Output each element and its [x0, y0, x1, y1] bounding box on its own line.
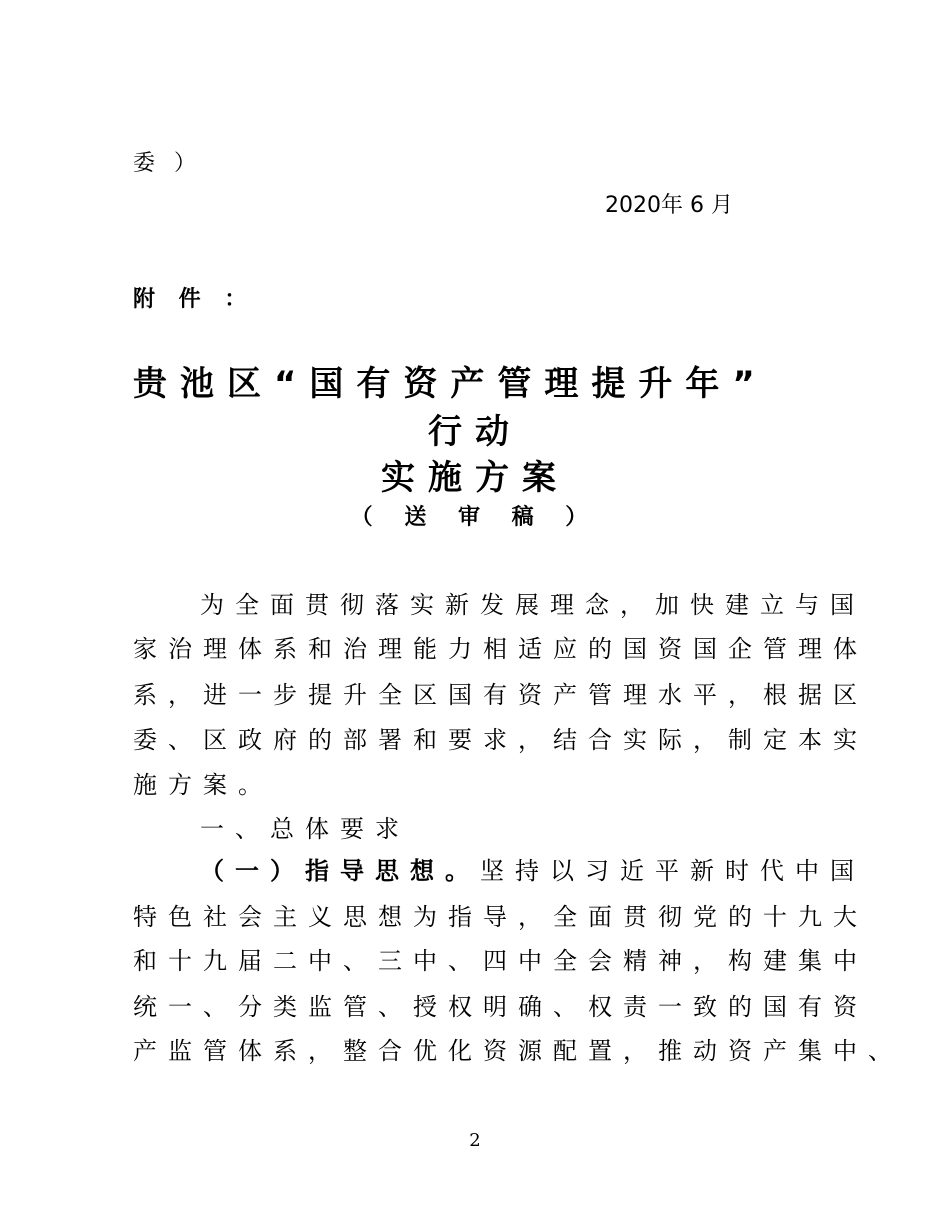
subsection-label: （一）指导思想。 [200, 857, 480, 885]
page-number: 2 [469, 1130, 481, 1151]
section-heading: 一、总体要求 [200, 815, 410, 843]
draft-status-note: （ 送 审 稿 ） [350, 505, 600, 530]
intro-paragraph-line: 为全面贯彻落实新发展理念，加快建立与国 [200, 591, 865, 619]
document-title-line-1: 贵池区“国有资产管理提升年” [133, 364, 768, 404]
previous-page-fragment: 委 ） [133, 151, 202, 176]
subsection-paragraph-line: 特色社会主义思想为指导，全面贯彻党的十九大 [133, 903, 868, 931]
subsection-paragraph-line: 和十九届二中、三中、四中全会精神，构建集中 [133, 947, 868, 975]
document-title-line-3: 实施方案 [381, 458, 569, 498]
document-title-line-2: 行动 [428, 412, 522, 452]
intro-paragraph-line: 系，进一步提升全区国有资产管理水平，根据区 [133, 681, 868, 709]
intro-paragraph-line: 委、区政府的部署和要求，结合实际，制定本实 [133, 726, 868, 754]
subsection-text: 坚持以习近平新时代中国 [480, 857, 865, 885]
intro-paragraph-line: 施方案。 [133, 771, 273, 799]
attachment-label: 附 件 ： [133, 287, 255, 312]
intro-paragraph-line: 家治理体系和治理能力相适应的国资国企管理体 [133, 635, 868, 663]
document-date: 2020年 6 月 [605, 193, 733, 218]
subsection-paragraph-line: 统一、分类监管、授权明确、权责一致的国有资 [133, 993, 868, 1021]
subsection-paragraph-first-line [200, 856, 865, 886]
subsection-paragraph-line: 产监管体系，整合优化资源配置，推动资产集中、 [133, 1037, 903, 1065]
